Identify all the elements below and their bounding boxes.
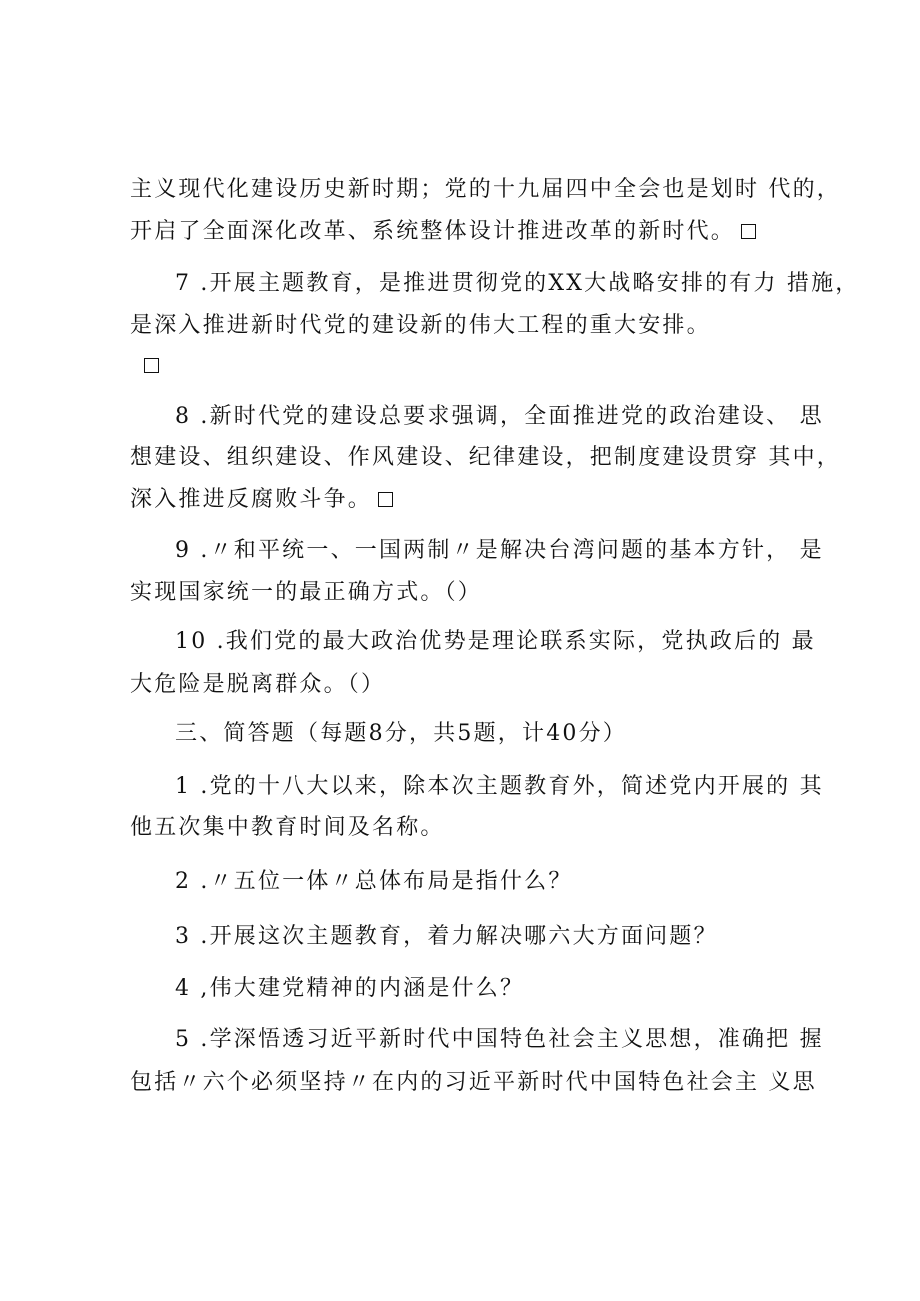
line-text: 9 .〃和平统一、一国两制〃是解决台湾问题的基本方针， 是 [175,538,824,563]
checkbox-icon [144,358,159,373]
line-text: 包括〃六个必须坚持〃在内的习近平新时代中国特色社会主 义思 [130,1070,817,1095]
question-8 [175,402,824,432]
question-10 [175,627,816,657]
text-line [144,351,159,381]
line-text: 8 .新时代党的建设总要求强调，全面推进党的政治建设、 思 [175,404,824,429]
section-heading [175,719,627,749]
line-text: 2 .〃五位一体〃总体布局是指什么？ [175,869,573,894]
line-text: 开启了全面深化改革、系统整体设计推进改革的新时代。 [130,219,736,244]
line-text: 实现国家统一的最正确方式。（） [130,580,483,605]
line-text: 1 .党的十八大以来，除本次主题教育外，简述党内开展的 其 [175,774,824,799]
line-text: 7 .开展主题教育，是推进贯彻党的XX大战略安排的有力 措施， [175,271,860,296]
checkbox-icon [378,492,393,507]
text-line [130,311,711,341]
text-line [130,1068,817,1098]
line-text: 三、简答题（每题8分，共5题，计40分） [175,721,627,746]
line-text: 大危险是脱离群众。（） [130,672,386,697]
text-line [130,670,385,700]
text-line [130,175,841,205]
line-text: 5 .学深悟透习近平新时代中国特色社会主义思想，准确把 握 [175,1027,824,1052]
short-answer-4 [175,974,524,1004]
text-line [130,578,482,608]
line-text: 主义现代化建设历史新时期；党的十九届四中全会也是划时 代的， [130,177,841,202]
text-line [130,217,756,247]
text-line [130,443,841,473]
line-text: 3 .开展这次主题教育，着力解决哪六大方面问题？ [175,924,718,949]
line-text: 4 ,伟大建党精神的内涵是什么？ [175,976,525,1001]
line-text: 10 .我们党的最大政治优势是理论联系实际，党执政后的 最 [175,629,816,654]
question-7 [175,269,860,299]
short-answer-3 [175,922,718,952]
line-text: 想建设、组织建设、作风建设、纪律建设，把制度建设贯穿 其中， [130,445,841,470]
line-text: 他五次集中教育时间及名称。 [130,815,445,840]
question-9 [175,536,824,566]
line-text: 是深入推进新时代党的建设新的伟大工程的重大安排。 [130,313,711,338]
short-answer-1 [175,772,824,802]
short-answer-2 [175,867,573,897]
checkbox-icon [741,224,756,239]
text-line [130,485,393,515]
text-line [130,813,445,843]
short-answer-5 [175,1025,824,1055]
line-text: 深入推进反腐败斗争。 [130,487,373,512]
